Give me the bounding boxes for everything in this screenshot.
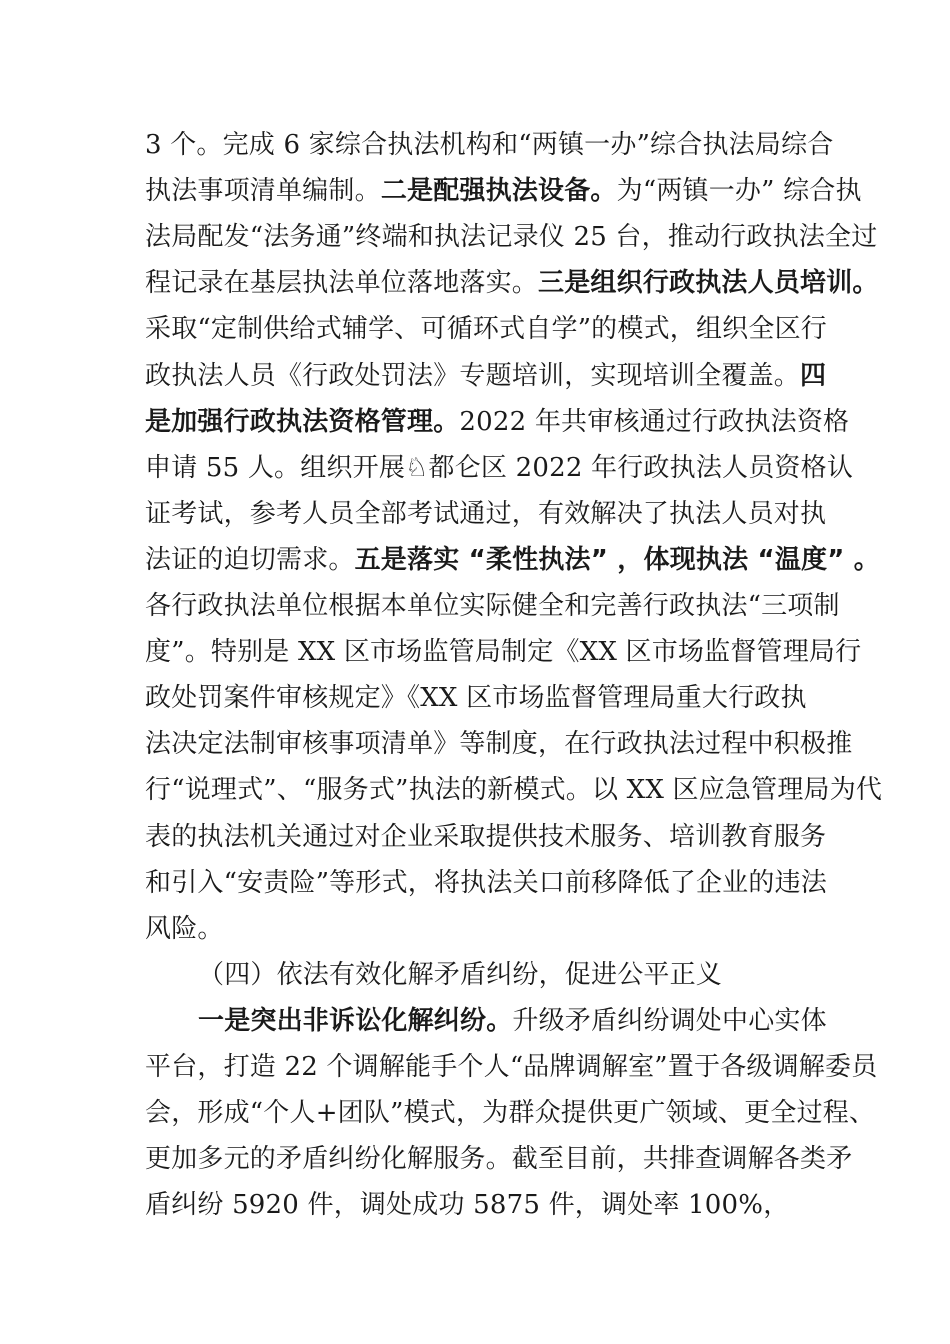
text-segment: 政处罚案件审核规定》《XX 区市场监督管理局重大行政执 <box>145 683 807 714</box>
text-line <box>145 361 826 391</box>
text-line <box>145 729 852 759</box>
text-line <box>145 637 861 667</box>
text-line <box>145 407 849 437</box>
text-line <box>145 545 880 575</box>
text-segment: 和引入“安责险”等形式，将执法关口前移降低了企业的违法 <box>145 867 827 898</box>
text-segment: 采取“定制供给式辅学、可循环式自学”的模式，组织全区行 <box>145 314 827 345</box>
text-segment: 程记录在基层执法单位落地落实。 <box>145 268 539 299</box>
text-segment: 法决定法制审核事项清单》等制度，在行政执法过程中积极推 <box>145 729 853 760</box>
text-segment: 度”。特别是 XX 区市场监管局制定《XX 区市场监督管理局行 <box>145 637 862 668</box>
text-line <box>145 268 879 298</box>
text-line <box>145 314 827 344</box>
text-line <box>145 591 840 621</box>
text-line <box>145 914 224 944</box>
text-segment: 更加多元的矛盾纠纷化解服务。截至目前，共排查调解各类矛 <box>145 1144 853 1175</box>
text-line <box>145 822 826 852</box>
text-line <box>145 176 862 206</box>
text-segment: 平台，打造 22 个调解能手个人“品牌调解室”置于各级调解委员 <box>145 1052 878 1082</box>
text-segment: 申请 55 人。组织开展♘都仑区 2022 年行政执法人员资格认 <box>145 452 854 483</box>
text-line <box>145 222 877 252</box>
text-segment: 证考试，参考人员全部考试通过，有效解决了执法人员对执 <box>145 498 827 529</box>
text-line <box>145 868 827 898</box>
bold-text-segment: 五是落实 “柔性执法” ，体现执法 “温度” 。 <box>354 544 880 575</box>
text-segment: 政执法人员《行政处罚法》专题培训，实现培训全覆盖。 <box>145 360 801 391</box>
text-line <box>145 453 853 483</box>
bold-text-segment: 一是突出非诉讼化解纠纷。 <box>198 1005 513 1036</box>
text-line <box>145 775 882 805</box>
text-segment: 为“两镇一办” 综合执 <box>616 176 862 207</box>
text-line <box>145 1190 789 1220</box>
bold-text-segment: 四 <box>800 360 827 391</box>
text-line <box>145 1052 877 1082</box>
text-segment: 法局配发“法务通”终端和执法记录仪 25 台，推动行政执法全过 <box>145 222 878 253</box>
text-segment: 法证的迫切需求。 <box>145 544 355 575</box>
text-line <box>145 1144 852 1174</box>
text-segment: 表的执法机关通过对企业采取提供技术服务、培训教育服务 <box>145 821 827 852</box>
text-line <box>145 683 807 713</box>
text-line <box>145 130 833 160</box>
text-segment: 2022 年共审核通过行政执法资格 <box>459 406 850 437</box>
text-segment: 升级矛盾纠纷调处中心实体 <box>512 1005 827 1036</box>
bold-text-segment: 是加强行政执法资格管理。 <box>145 406 460 437</box>
text-segment: 执法事项清单编制。 <box>145 176 381 207</box>
text-line <box>145 499 826 529</box>
text-line <box>145 1098 875 1128</box>
text-segment: 盾纠纷 5920 件，调处成功 5875 件，调处率 100%， <box>145 1190 790 1221</box>
bold-text-segment: 二是配强执法设备。 <box>380 176 617 207</box>
text-line <box>198 1006 827 1036</box>
text-segment: 会，形成“个人+团队”模式，为群众提供更广领域、更全过程、 <box>145 1098 876 1129</box>
text-segment: 风险。 <box>145 913 224 944</box>
text-segment: 3 个。完成 6 家综合执法机构和“两镇一办”综合执法局综合 <box>145 130 834 160</box>
text-segment: （四）依法有效化解矛盾纠纷，促进公平正义 <box>198 959 723 990</box>
text-segment: 各行政执法单位根据本单位实际健全和完善行政执法“三项制 <box>145 591 840 621</box>
text-segment: 行“说理式”、“服务式”执法的新模式。以 XX 区应急管理局为代 <box>145 775 883 806</box>
bold-text-segment: 三是组织行政执法人员培训。 <box>538 268 879 299</box>
text-line <box>198 960 722 990</box>
